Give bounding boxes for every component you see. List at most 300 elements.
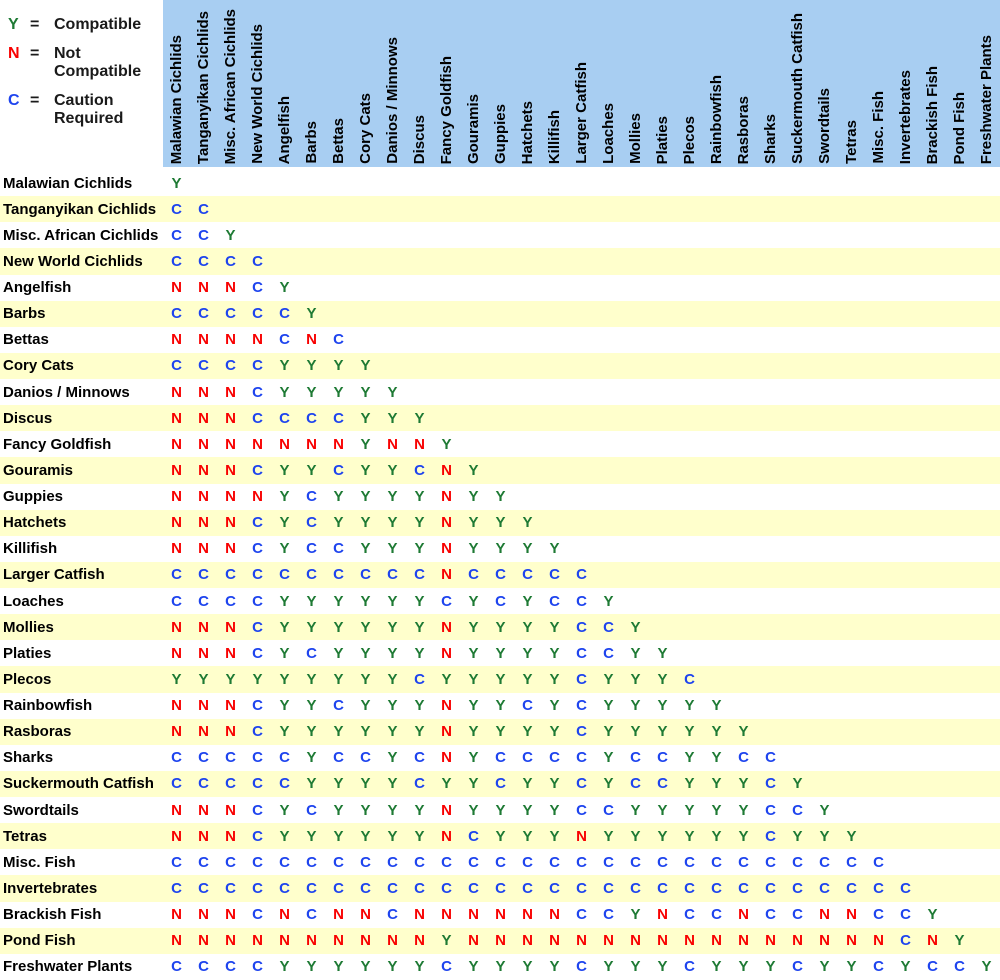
compatibility-cell: N <box>171 488 182 506</box>
compatibility-cell: C <box>198 252 209 270</box>
compatibility-cell: C <box>198 958 209 976</box>
compatibility-cell: C <box>252 357 263 375</box>
compatibility-cell: C <box>603 644 614 662</box>
compatibility-cell: Y <box>630 670 641 688</box>
compatibility-cell: C <box>333 697 344 715</box>
compatibility-cell: N <box>198 514 209 532</box>
compatibility-cell: C <box>171 749 182 767</box>
compatibility-cell: C <box>684 853 695 871</box>
compatibility-cell: C <box>198 357 209 375</box>
species-row <box>0 170 1000 196</box>
compatibility-cell: N <box>225 514 236 532</box>
compatibility-cell: C <box>630 749 641 767</box>
compatibility-cell: C <box>576 566 587 584</box>
column-header: Killifish <box>546 109 563 164</box>
compatibility-cell: C <box>495 775 506 793</box>
compatibility-cell: Y <box>468 670 479 688</box>
compatibility-cell: C <box>765 827 776 845</box>
species-row <box>0 405 1000 431</box>
column-header: Rasboras <box>735 95 752 164</box>
row-label: Brackish Fish <box>3 906 102 924</box>
compatibility-cell: C <box>171 305 182 323</box>
compatibility-cell: Y <box>981 958 992 976</box>
species-row <box>0 484 1000 510</box>
compatibility-cell: N <box>414 932 425 950</box>
compatibility-cell: Y <box>522 801 533 819</box>
compatibility-cell: Y <box>306 357 317 375</box>
compatibility-cell: Y <box>603 827 614 845</box>
compatibility-cell: C <box>549 566 560 584</box>
compatibility-cell: Y <box>333 618 344 636</box>
matrix-body <box>0 170 1000 980</box>
compatibility-cell: Y <box>684 827 695 845</box>
compatibility-cell: Y <box>279 697 290 715</box>
compatibility-cell: C <box>549 879 560 897</box>
compatibility-cell: C <box>198 879 209 897</box>
compatibility-cell: C <box>252 801 263 819</box>
compatibility-cell: Y <box>711 775 722 793</box>
compatibility-cell: N <box>684 932 695 950</box>
compatibility-cell: C <box>711 879 722 897</box>
compatibility-cell: Y <box>225 670 236 688</box>
compatibility-cell: C <box>225 252 236 270</box>
compatible-symbol: Y <box>8 16 19 33</box>
compatibility-cell: C <box>225 749 236 767</box>
compatibility-cell: Y <box>630 618 641 636</box>
compatibility-cell: N <box>198 697 209 715</box>
species-row <box>0 222 1000 248</box>
compatibility-cell: C <box>414 670 425 688</box>
row-label: Discus <box>3 409 53 427</box>
compatibility-cell: C <box>873 853 884 871</box>
compatibility-cell: Y <box>306 592 317 610</box>
column-header: Misc. African Cichlids <box>222 8 239 164</box>
compatibility-cell: N <box>198 383 209 401</box>
compatibility-cell: C <box>414 461 425 479</box>
compatibility-cell: C <box>765 879 776 897</box>
compatibility-cell: C <box>603 618 614 636</box>
compatibility-cell: Y <box>468 540 479 558</box>
compatibility-cell: Y <box>711 697 722 715</box>
compatibility-cell: C <box>738 749 749 767</box>
compatibility-cell: Y <box>657 801 668 819</box>
compatibility-cell: C <box>576 853 587 871</box>
compatibility-cell: C <box>414 775 425 793</box>
compatibility-cell: Y <box>414 958 425 976</box>
compatibility-cell: Y <box>657 958 668 976</box>
compatibility-cell: C <box>657 749 668 767</box>
compatibility-cell: Y <box>630 906 641 924</box>
compatibility-cell: N <box>171 540 182 558</box>
compatibility-cell: Y <box>306 670 317 688</box>
compatibility-cell: N <box>225 932 236 950</box>
compatibility-cell: N <box>225 697 236 715</box>
compatibility-cell: Y <box>711 801 722 819</box>
species-row <box>0 588 1000 614</box>
compatibility-cell: Y <box>522 670 533 688</box>
column-header: Misc. Fish <box>870 91 887 164</box>
compatibility-cell: Y <box>603 697 614 715</box>
compatibility-cell: Y <box>819 958 830 976</box>
compatibility-cell: Y <box>360 461 371 479</box>
species-row <box>0 666 1000 692</box>
column-header: Discus <box>411 114 428 164</box>
compatibility-cell: N <box>468 906 479 924</box>
compatibility-cell: C <box>279 566 290 584</box>
equals-sign: = <box>30 16 40 33</box>
compatibility-cell: C <box>549 592 560 610</box>
compatibility-cell: C <box>306 879 317 897</box>
compatibility-cell: N <box>468 932 479 950</box>
compatibility-cell: N <box>441 461 452 479</box>
compatibility-cell: C <box>252 618 263 636</box>
compatibility-cell: N <box>819 906 830 924</box>
compatibility-cell: N <box>549 906 560 924</box>
compatibility-cell: Y <box>522 618 533 636</box>
compatibility-cell: C <box>279 749 290 767</box>
compatibility-cell: Y <box>414 540 425 558</box>
compatibility-cell: N <box>171 331 182 349</box>
column-header: Malawian Cichlids <box>168 34 185 164</box>
compatibility-cell: C <box>225 305 236 323</box>
compatibility-cell: Y <box>603 592 614 610</box>
compatibility-cell: C <box>603 879 614 897</box>
compatibility-cell: C <box>873 958 884 976</box>
compatibility-cell: N <box>441 827 452 845</box>
compatibility-cell: Y <box>522 958 533 976</box>
compatibility-cell: N <box>225 618 236 636</box>
compatibility-cell: C <box>603 801 614 819</box>
compatibility-cell: C <box>900 932 911 950</box>
compatibility-cell: Y <box>630 801 641 819</box>
compatibility-cell: C <box>252 252 263 270</box>
compatibility-cell: C <box>252 279 263 297</box>
species-row <box>0 693 1000 719</box>
compatibility-cell: C <box>279 305 290 323</box>
compatibility-cell: Y <box>279 801 290 819</box>
compatibility-cell: N <box>171 514 182 532</box>
compatibility-cell: Y <box>387 958 398 976</box>
compatibility-cell: N <box>225 383 236 401</box>
compatibility-cell: N <box>225 723 236 741</box>
compatibility-cell: Y <box>414 801 425 819</box>
compatibility-cell: N <box>198 461 209 479</box>
compatibility-cell: Y <box>279 592 290 610</box>
compatibility-cell: Y <box>522 540 533 558</box>
compatibility-cell: C <box>333 409 344 427</box>
column-header: Brackish Fish <box>924 65 941 164</box>
compatibility-cell: C <box>306 540 317 558</box>
compatibility-cell: C <box>333 461 344 479</box>
compatibility-cell: Y <box>225 226 236 244</box>
compatibility-cell: N <box>495 932 506 950</box>
species-row <box>0 614 1000 640</box>
row-label: New World Cichlids <box>3 252 143 270</box>
compatibility-cell: N <box>198 644 209 662</box>
compatibility-cell: Y <box>387 670 398 688</box>
compatibility-cell: Y <box>387 409 398 427</box>
compatibility-cell: C <box>360 879 371 897</box>
compatibility-cell: Y <box>387 801 398 819</box>
compatibility-cell: N <box>441 618 452 636</box>
compatibility-cell: Y <box>495 827 506 845</box>
compatibility-cell: C <box>738 853 749 871</box>
compatibility-cell: N <box>846 906 857 924</box>
species-row <box>0 954 1000 980</box>
compatibility-cell: Y <box>279 357 290 375</box>
species-row <box>0 379 1000 405</box>
compatibility-cell: Y <box>360 697 371 715</box>
row-label: Invertebrates <box>3 879 98 897</box>
compatibility-cell: N <box>738 932 749 950</box>
compatibility-cell: Y <box>495 488 506 506</box>
compatibility-cell: N <box>279 906 290 924</box>
compatibility-cell: C <box>252 697 263 715</box>
compatibility-cell: N <box>387 932 398 950</box>
column-header: Rainbowfish <box>708 74 725 164</box>
compatibility-cell: C <box>522 853 533 871</box>
compatibility-cell: C <box>873 879 884 897</box>
compatibility-cell: Y <box>279 540 290 558</box>
compatibility-cell: C <box>387 566 398 584</box>
compatibility-cell: N <box>657 906 668 924</box>
compatibility-cell: C <box>603 853 614 871</box>
column-headers <box>163 0 1000 167</box>
compatibility-cell: Y <box>414 488 425 506</box>
compatibility-cell: C <box>225 566 236 584</box>
column-header: Swordtails <box>816 88 833 164</box>
compatibility-cell: Y <box>549 801 560 819</box>
compatibility-cell: N <box>603 932 614 950</box>
row-label: Gouramis <box>3 461 74 479</box>
compatibility-cell: C <box>576 697 587 715</box>
compatibility-cell: N <box>441 801 452 819</box>
compatibility-cell: N <box>225 827 236 845</box>
compatibility-cell: C <box>387 853 398 871</box>
species-row <box>0 353 1000 379</box>
compatibility-cell: Y <box>279 670 290 688</box>
compatibility-cell: Y <box>603 723 614 741</box>
compatibility-cell: Y <box>387 644 398 662</box>
compatibility-cell: N <box>387 435 398 453</box>
compatibility-cell: Y <box>360 827 371 845</box>
column-header: Guppies <box>492 103 509 164</box>
compatibility-cell: C <box>279 775 290 793</box>
compatibility-cell: Y <box>279 461 290 479</box>
compatibility-cell: C <box>333 853 344 871</box>
compatibility-cell: Y <box>468 697 479 715</box>
compatibility-cell: C <box>630 879 641 897</box>
species-row <box>0 823 1000 849</box>
compatibility-cell: C <box>198 226 209 244</box>
compatibility-cell: C <box>252 827 263 845</box>
compatibility-cell: C <box>792 879 803 897</box>
compatibility-cell: C <box>333 879 344 897</box>
compatibility-cell: Y <box>468 958 479 976</box>
compatibility-cell: C <box>846 853 857 871</box>
compatibility-cell: Y <box>306 749 317 767</box>
column-header: Loaches <box>600 103 617 164</box>
compatibility-cell: C <box>171 566 182 584</box>
compatibility-cell: Y <box>360 488 371 506</box>
species-row <box>0 457 1000 483</box>
compatibility-cell: C <box>252 383 263 401</box>
compatibility-cell: C <box>414 853 425 871</box>
compatibility-cell: C <box>225 357 236 375</box>
row-label: Danios / Minnows <box>3 383 130 401</box>
compatibility-cell: Y <box>279 644 290 662</box>
compatibility-cell: C <box>252 540 263 558</box>
compatibility-cell: Y <box>900 958 911 976</box>
compatibility-cell: N <box>279 435 290 453</box>
compatibility-cell: C <box>711 906 722 924</box>
compatibility-cell: Y <box>549 723 560 741</box>
compatibility-cell: Y <box>549 618 560 636</box>
compatibility-cell: C <box>900 906 911 924</box>
compatibility-cell: N <box>225 540 236 558</box>
compatibility-cell: Y <box>252 670 263 688</box>
compatibility-cell: Y <box>414 697 425 715</box>
compatibility-cell: C <box>414 749 425 767</box>
compatibility-cell: C <box>576 958 587 976</box>
compatibility-cell: C <box>765 801 776 819</box>
compatibility-cell: C <box>252 461 263 479</box>
compatibility-cell: C <box>576 723 587 741</box>
compatibility-cell: Y <box>333 644 344 662</box>
compatibility-cell: Y <box>441 775 452 793</box>
compatibility-cell: C <box>549 749 560 767</box>
species-row <box>0 248 1000 274</box>
compatibility-cell: Y <box>333 514 344 532</box>
compatibility-cell: N <box>792 932 803 950</box>
compatibility-cell: C <box>171 252 182 270</box>
compatibility-cell: N <box>522 932 533 950</box>
compatibility-cell: C <box>576 879 587 897</box>
compatibility-cell: Y <box>360 644 371 662</box>
compatibility-cell: C <box>873 906 884 924</box>
row-label: Cory Cats <box>3 357 74 375</box>
compatibility-cell: Y <box>414 409 425 427</box>
compatibility-cell: C <box>765 775 776 793</box>
compatibility-cell: N <box>171 697 182 715</box>
column-header: Fancy Goldfish <box>438 55 455 164</box>
compatibility-cell: N <box>441 697 452 715</box>
compatibility-cell: N <box>765 932 776 950</box>
compatibility-cell: Y <box>495 723 506 741</box>
compatibility-cell: Y <box>360 357 371 375</box>
compatibility-cell: N <box>171 409 182 427</box>
compatibility-cell: Y <box>495 697 506 715</box>
row-label: Barbs <box>3 305 46 323</box>
compatibility-cell: C <box>819 879 830 897</box>
compatibility-cell: C <box>684 670 695 688</box>
compatibility-cell: C <box>171 775 182 793</box>
legend-item-compatible <box>8 16 163 34</box>
compatibility-cell: C <box>333 331 344 349</box>
compatibility-cell: Y <box>495 540 506 558</box>
compatibility-cell: C <box>225 775 236 793</box>
compatibility-cell: C <box>171 958 182 976</box>
compatibility-cell: Y <box>441 670 452 688</box>
compatibility-cell: Y <box>306 383 317 401</box>
species-row <box>0 431 1000 457</box>
compatibility-cell: Y <box>279 514 290 532</box>
compatibility-cell: N <box>333 906 344 924</box>
compatibility-cell: C <box>252 723 263 741</box>
compatibility-cell: C <box>765 906 776 924</box>
compatibility-cell: C <box>225 958 236 976</box>
compatibility-cell: Y <box>468 801 479 819</box>
compatibility-cell: N <box>306 435 317 453</box>
compatibility-cell: N <box>198 409 209 427</box>
compatibility-cell: N <box>171 827 182 845</box>
compatibility-cell: Y <box>279 488 290 506</box>
compatibility-cell: C <box>441 958 452 976</box>
caution-symbol: C <box>8 92 20 109</box>
compatibility-cell: Y <box>360 723 371 741</box>
compatibility-cell: Y <box>279 279 290 297</box>
column-header: Sharks <box>762 113 779 164</box>
compatibility-cell: Y <box>333 670 344 688</box>
compatibility-cell: N <box>252 435 263 453</box>
compatibility-cell: Y <box>198 670 209 688</box>
row-label: Larger Catfish <box>3 566 105 584</box>
compatibility-cell: Y <box>522 723 533 741</box>
compatibility-cell: C <box>279 853 290 871</box>
compatibility-cell: C <box>549 853 560 871</box>
compatibility-cell: C <box>306 409 317 427</box>
caution-label: Caution Required <box>54 92 124 127</box>
row-label: Misc. Fish <box>3 853 76 871</box>
compatibility-cell: N <box>171 279 182 297</box>
compatibility-cell: C <box>576 775 587 793</box>
compatibility-cell: Y <box>333 592 344 610</box>
row-label: Rasboras <box>3 723 72 741</box>
compatibility-cell: Y <box>387 723 398 741</box>
compatibility-cell: C <box>576 592 587 610</box>
compatibility-cell: Y <box>441 435 452 453</box>
compatibility-cell: Y <box>549 540 560 558</box>
compatibility-cell: C <box>171 592 182 610</box>
row-label: Pond Fish <box>3 932 76 950</box>
compatibility-cell: N <box>846 932 857 950</box>
compatibility-cell: C <box>954 958 965 976</box>
compatibility-cell: N <box>441 488 452 506</box>
compatibility-cell: Y <box>846 958 857 976</box>
compatibility-cell: C <box>522 749 533 767</box>
compatibility-cell: Y <box>279 958 290 976</box>
compatibility-cell: C <box>522 697 533 715</box>
compatibility-cell: Y <box>360 801 371 819</box>
compatibility-cell: Y <box>333 723 344 741</box>
compatibility-cell: Y <box>468 461 479 479</box>
row-label: Rainbowfish <box>3 697 93 715</box>
compatibility-cell: Y <box>333 357 344 375</box>
compatibility-cell: C <box>252 879 263 897</box>
compatibility-cell: Y <box>360 958 371 976</box>
compatibility-cell: Y <box>333 775 344 793</box>
row-label: Plecos <box>3 670 52 688</box>
compatibility-cell: C <box>495 592 506 610</box>
compatibility-cell: Y <box>360 670 371 688</box>
compatibility-cell: Y <box>387 461 398 479</box>
row-label: Tanganyikan Cichlids <box>3 200 157 218</box>
compatibility-cell: Y <box>468 723 479 741</box>
compatibility-cell: N <box>630 932 641 950</box>
compatibility-cell: Y <box>765 958 776 976</box>
column-header: Plecos <box>681 115 698 164</box>
compatibility-cell: C <box>225 879 236 897</box>
